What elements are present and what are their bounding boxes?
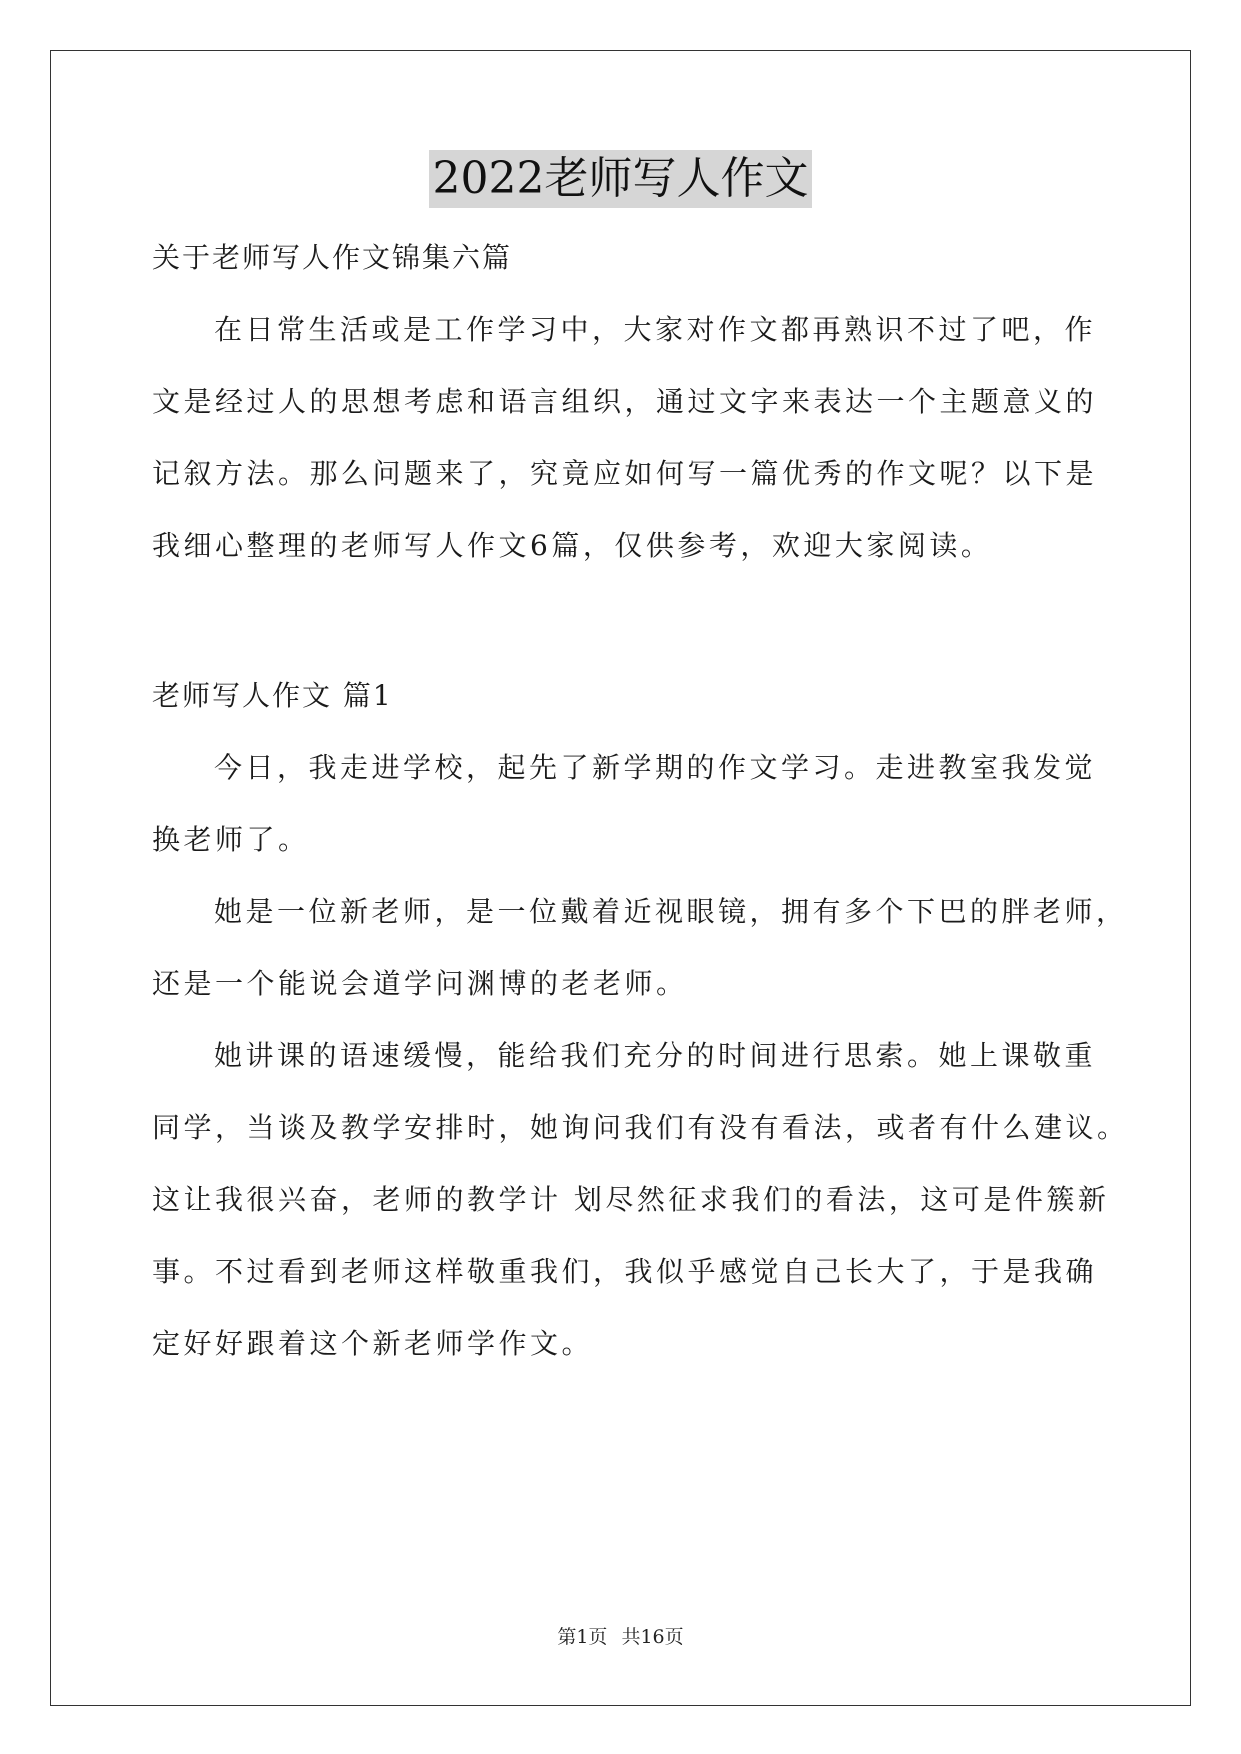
paragraph-line: 定好好跟着这个新老师学作文。 bbox=[152, 1327, 594, 1360]
title-wrap bbox=[0, 150, 1241, 208]
paragraph-line: 还是一个能说会道学问渊博的老老师。 bbox=[152, 967, 688, 1000]
document-title: 2022老师写人作文 bbox=[429, 150, 813, 208]
paragraph-line: 换老师了。 bbox=[152, 823, 310, 856]
paragraph-line: 她讲课的语速缓慢，能给我们充分的时间进行思索。她上课敬重 bbox=[214, 1039, 1097, 1072]
intro-line: 记叙方法。那么问题来了，究竟应如何写一篇优秀的作文呢？以下是 bbox=[152, 457, 1098, 490]
paragraph-line: 这让我很兴奋，老师的教学计 划尽然征求我们的看法，这可是件簇新 bbox=[152, 1183, 1110, 1216]
intro-heading: 关于老师写人作文锦集六篇 bbox=[152, 241, 513, 274]
page-border bbox=[50, 50, 1191, 1706]
intro-line: 我细心整理的老师写人作文6篇，仅供参考，欢迎大家阅读。 bbox=[152, 529, 993, 562]
section-heading: 老师写人作文 篇1 bbox=[152, 679, 393, 712]
intro-line: 在日常生活或是工作学习中，大家对作文都再熟识不过了吧，作 bbox=[214, 313, 1097, 346]
paragraph-line: 她是一位新老师，是一位戴着近视眼镜，拥有多个下巴的胖老师， bbox=[214, 895, 1128, 928]
intro-line: 文是经过人的思想考虑和语言组织，通过文字来表达一个主题意义的 bbox=[152, 385, 1098, 418]
page-footer bbox=[0, 1624, 1241, 1650]
paragraph-line: 事。不过看到老师这样敬重我们，我似乎感觉自己长大了，于是我确 bbox=[152, 1255, 1098, 1288]
paragraph-line: 同学，当谈及教学安排时，她询问我们有没有看法，或者有什么建议。 bbox=[152, 1111, 1129, 1144]
page-total: 共16页 bbox=[621, 1626, 684, 1648]
paragraph-line: 今日，我走进学校，起先了新学期的作文学习。走进教室我发觉 bbox=[214, 751, 1097, 784]
page-number: 第1页 bbox=[557, 1626, 608, 1648]
